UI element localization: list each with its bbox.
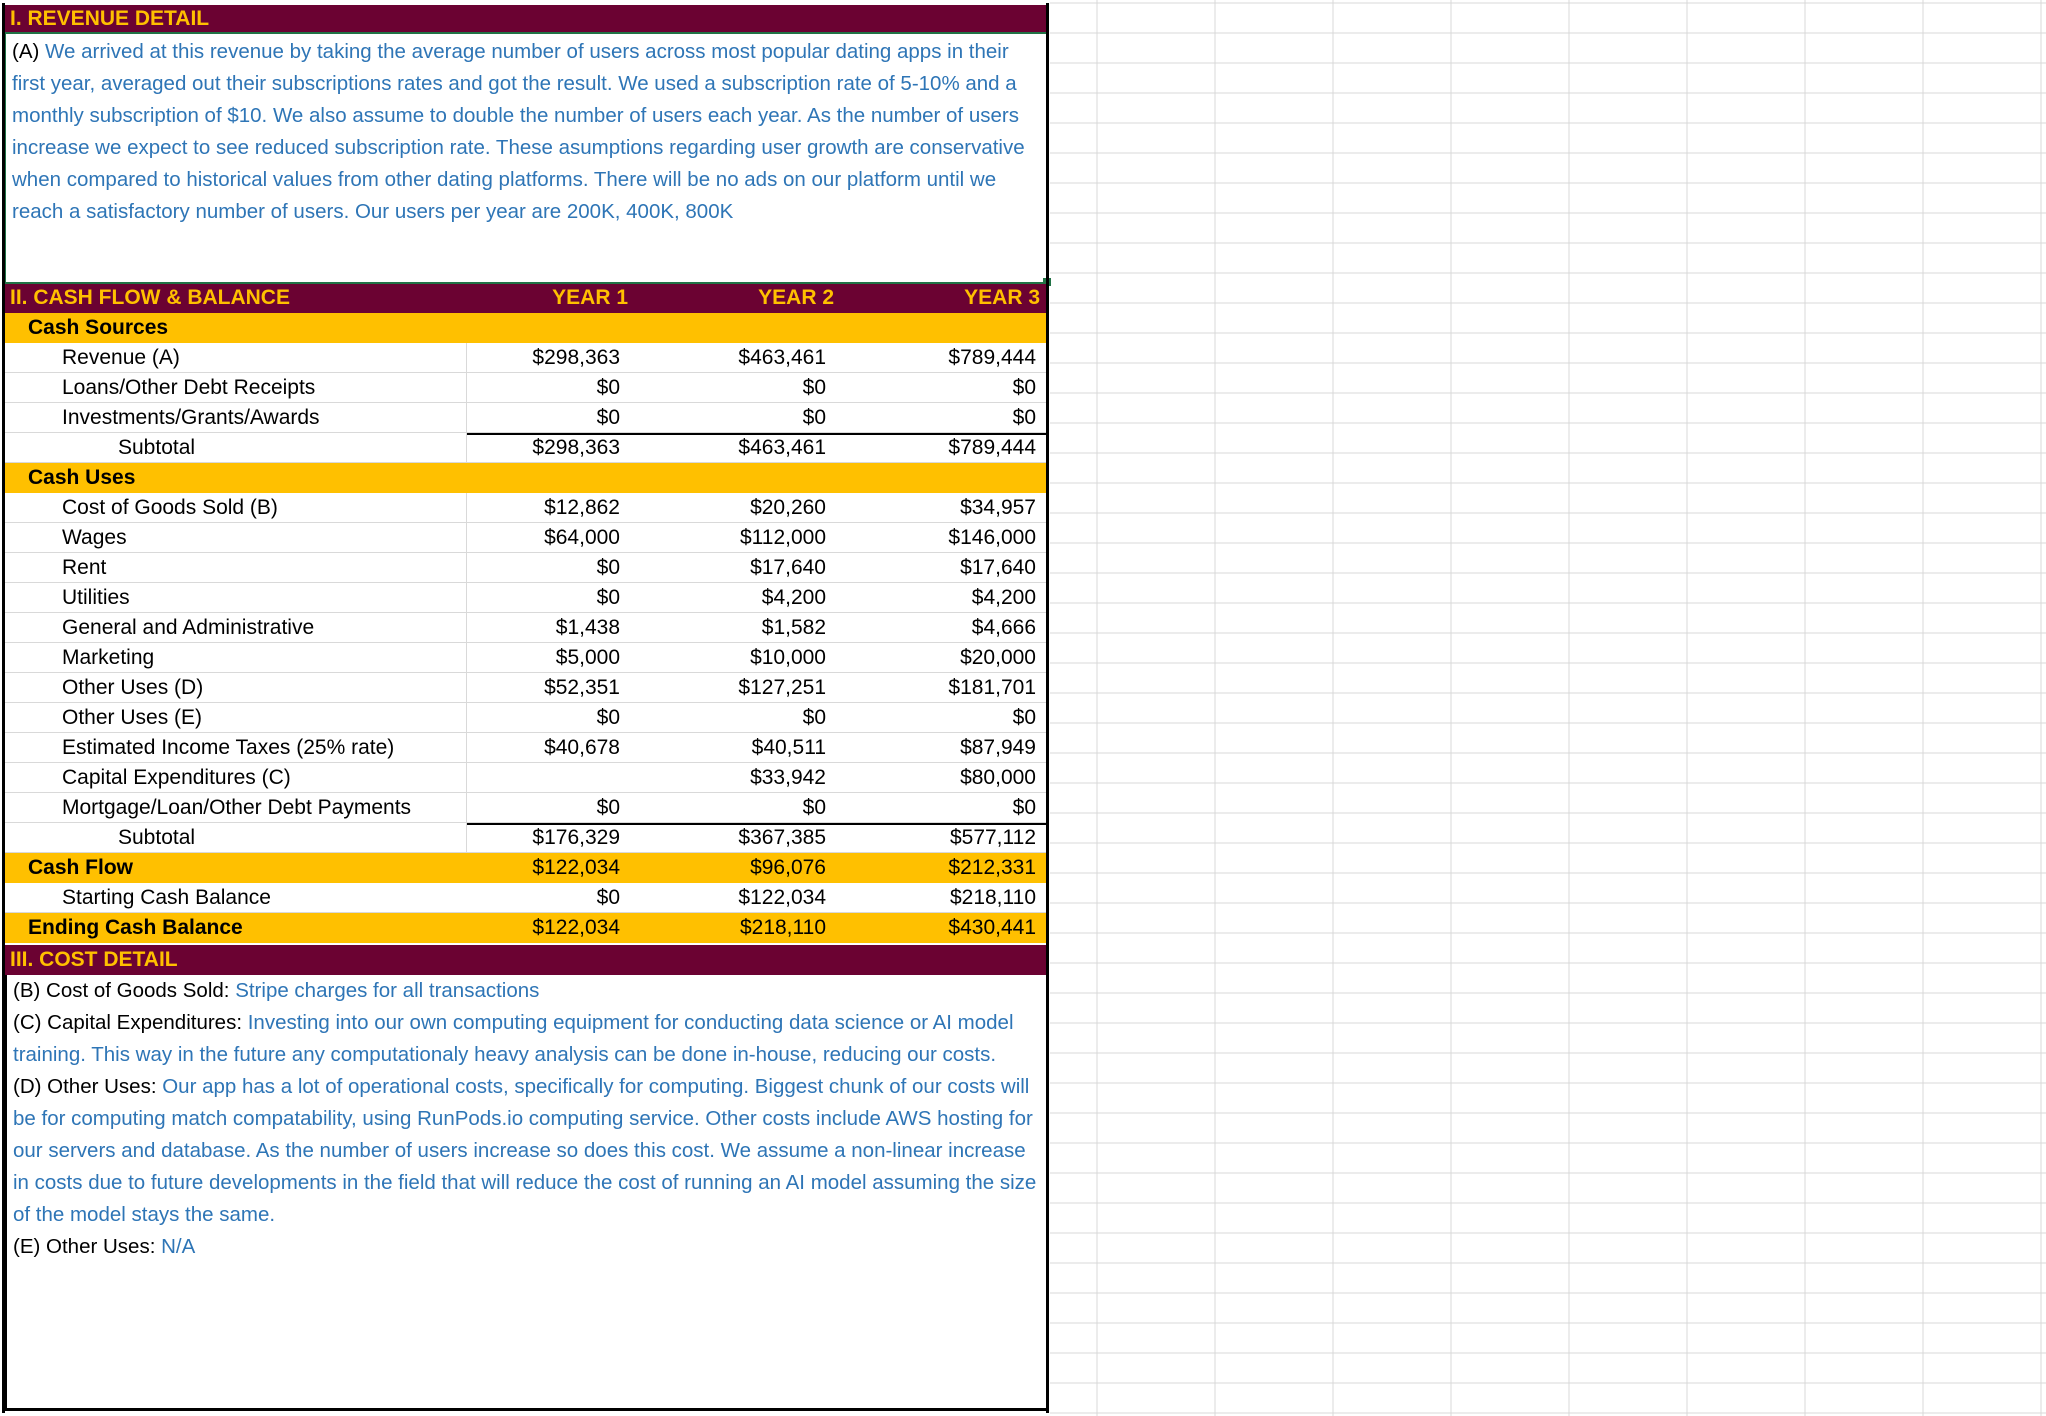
use-item-year-2: $20,260 (750, 496, 826, 519)
use-item-year-3: $146,000 (948, 526, 1036, 549)
cash-flow-year-2: $96,076 (750, 856, 826, 879)
use-item-year-1: $0 (596, 556, 620, 579)
use-item-year-2: $40,511 (751, 736, 826, 759)
use-item-label: Capital Expenditures (C) (62, 766, 291, 789)
use-item-label: Utilities (62, 586, 130, 609)
ending-balance-year-1: $122,034 (532, 916, 620, 939)
use-item-year-3: $181,701 (948, 676, 1036, 699)
use-item-year-3: $34,957 (960, 496, 1036, 519)
cost-item-c: (C) Capital Expenditures: Investing into our own computing equipment for conducting data science or AI model training. This way in the future any computationaly heavy analysis can be done in-house, reducing our costs. (13, 1011, 1014, 1066)
use-item-year-2: $1,582 (761, 616, 826, 639)
column-divider (466, 493, 467, 853)
uses-subtotal-year-3: $577,112 (949, 826, 1036, 849)
year-1-header: YEAR 1 (552, 286, 628, 309)
cost-detail-header[interactable]: III. COST DETAIL (4, 945, 1047, 975)
revenue-detail-text: (A) We arrived at this revenue by taking the average number of users across most popular dating apps in their first year, averaged out their subscriptions rates and got the result. We used a subscription rate of 5-10% and a monthly subscription of $10. We also assume to double the number of users each year. As the number of users increase we expect to see reduced subscription rate. These asumptions regarding user growth are conservative when compared to historical values from other dating platforms. There will be no ads on our platform until we reach a satisfactory number of users. Our users per year are 200K, 400K, 800K (12, 40, 1025, 223)
use-item-label: Cost of Goods Sold (B) (62, 496, 278, 519)
use-item-year-2: $127,251 (738, 676, 826, 699)
source-item-year-1: $0 (596, 406, 620, 429)
source-item-label: Loans/Other Debt Receipts (62, 376, 316, 399)
uses-subtotal-year-1: $176,329 (532, 826, 620, 849)
use-item-label: Rent (62, 556, 107, 579)
ending-balance-year-2: $218,110 (739, 916, 826, 939)
use-item-label: General and Administrative (62, 616, 315, 639)
ending-balance-label: Ending Cash Balance (28, 916, 243, 939)
use-item-year-3: $0 (1012, 706, 1036, 729)
starting-balance-label: Starting Cash Balance (62, 886, 271, 909)
use-item-year-2: $112,000 (739, 526, 826, 549)
use-item-label: Marketing (62, 646, 155, 669)
use-item-year-2: $17,640 (750, 556, 826, 579)
use-item-year-3: $80,000 (960, 766, 1036, 789)
source-item-year-3: $0 (1012, 376, 1036, 399)
sources-subtotal-year-2: $463,461 (738, 436, 826, 459)
source-item-year-1: $298,363 (532, 346, 620, 369)
source-item-label: Revenue (A) (62, 346, 180, 369)
use-item-year-1: $64,000 (544, 526, 620, 549)
starting-balance-year-3: $218,110 (949, 886, 1036, 909)
cash-uses-label[interactable]: Cash Uses (4, 463, 1047, 493)
use-item-label: Other Uses (E) (62, 706, 203, 729)
source-item-year-2: $0 (802, 376, 826, 399)
source-item-year-3: $0 (1012, 406, 1036, 429)
use-item-year-2: $33,942 (750, 766, 826, 789)
use-item-year-2: $0 (802, 796, 826, 819)
table-right-border (1046, 3, 1049, 1413)
sources-subtotal-year-3: $789,444 (948, 436, 1036, 459)
use-item-year-1: $5,000 (555, 646, 620, 669)
cash-flow-label: Cash Flow (28, 856, 134, 879)
source-item-year-2: $0 (802, 406, 826, 429)
revenue-detail-header[interactable]: I. REVENUE DETAIL (4, 5, 1047, 34)
cost-detail-cell[interactable] (4, 975, 1049, 1411)
year-2-header: YEAR 2 (758, 286, 834, 309)
use-item-year-2: $0 (802, 706, 826, 729)
use-item-label: Estimated Income Taxes (25% rate) (62, 736, 395, 759)
use-item-year-1: $1,438 (555, 616, 620, 639)
use-item-year-1: $0 (596, 706, 620, 729)
cash-flow-year-1: $122,034 (532, 856, 620, 879)
use-item-label: Other Uses (D) (62, 676, 204, 699)
source-item-label: Investments/Grants/Awards (62, 406, 320, 429)
cash-sources-label[interactable]: Cash Sources (4, 313, 1047, 343)
use-item-year-3: $4,666 (971, 616, 1036, 639)
uses-subtotal-year-2: $367,385 (738, 826, 826, 849)
use-item-year-1: $0 (596, 586, 620, 609)
source-item-year-3: $789,444 (948, 346, 1036, 369)
cash-flow-header[interactable]: II. CASH FLOW & BALANCE (4, 284, 1047, 313)
use-item-year-3: $87,949 (960, 736, 1036, 759)
use-item-year-3: $0 (1012, 796, 1036, 819)
use-item-year-3: $20,000 (960, 646, 1036, 669)
use-item-year-3: $17,640 (960, 556, 1036, 579)
subtotal-rule (466, 433, 1046, 435)
use-item-year-2: $10,000 (750, 646, 826, 669)
use-item-label: Wages (62, 526, 127, 549)
use-item-year-3: $4,200 (971, 586, 1036, 609)
starting-balance-year-1: $0 (596, 886, 620, 909)
uses-subtotal-label: Subtotal (118, 826, 196, 849)
use-item-label: Mortgage/Loan/Other Debt Payments (62, 796, 412, 819)
source-item-year-1: $0 (596, 376, 620, 399)
cost-item-e: (E) Other Uses: N/A (13, 1235, 196, 1258)
sources-subtotal-year-1: $298,363 (532, 436, 620, 459)
cost-item-b: (B) Cost of Goods Sold: Stripe charges for all transactions (13, 979, 540, 1002)
cost-item-d: (D) Other Uses: Our app has a lot of operational costs, specifically for computing. Biggest chunk of our costs will be for computing match compatability, using RunPods.io computing service. Other costs include AWS hosting for our servers and database. As the number of users increase so does this cost. We assume a non-linear increase in costs due to future developments in the field that will reduce the cost of running an AI model assuming the size of the model stays the same. (13, 1075, 1037, 1226)
revenue-detail-cell[interactable] (4, 32, 1049, 284)
year-3-header: YEAR 3 (964, 286, 1040, 309)
cash-flow-year-3: $212,331 (948, 856, 1036, 879)
column-divider (466, 343, 467, 463)
source-item-year-2: $463,461 (738, 346, 826, 369)
ending-balance-year-3: $430,441 (948, 916, 1036, 939)
use-item-year-1: $12,862 (544, 496, 620, 519)
use-item-year-1: $0 (596, 796, 620, 819)
subtotal-rule (466, 823, 1046, 825)
table-left-border (2, 3, 5, 1413)
use-item-year-2: $4,200 (761, 586, 826, 609)
sources-subtotal-label: Subtotal (118, 436, 196, 459)
starting-balance-year-2: $122,034 (738, 886, 826, 909)
use-item-year-1: $52,351 (544, 676, 620, 699)
use-item-year-1: $40,678 (544, 736, 620, 759)
